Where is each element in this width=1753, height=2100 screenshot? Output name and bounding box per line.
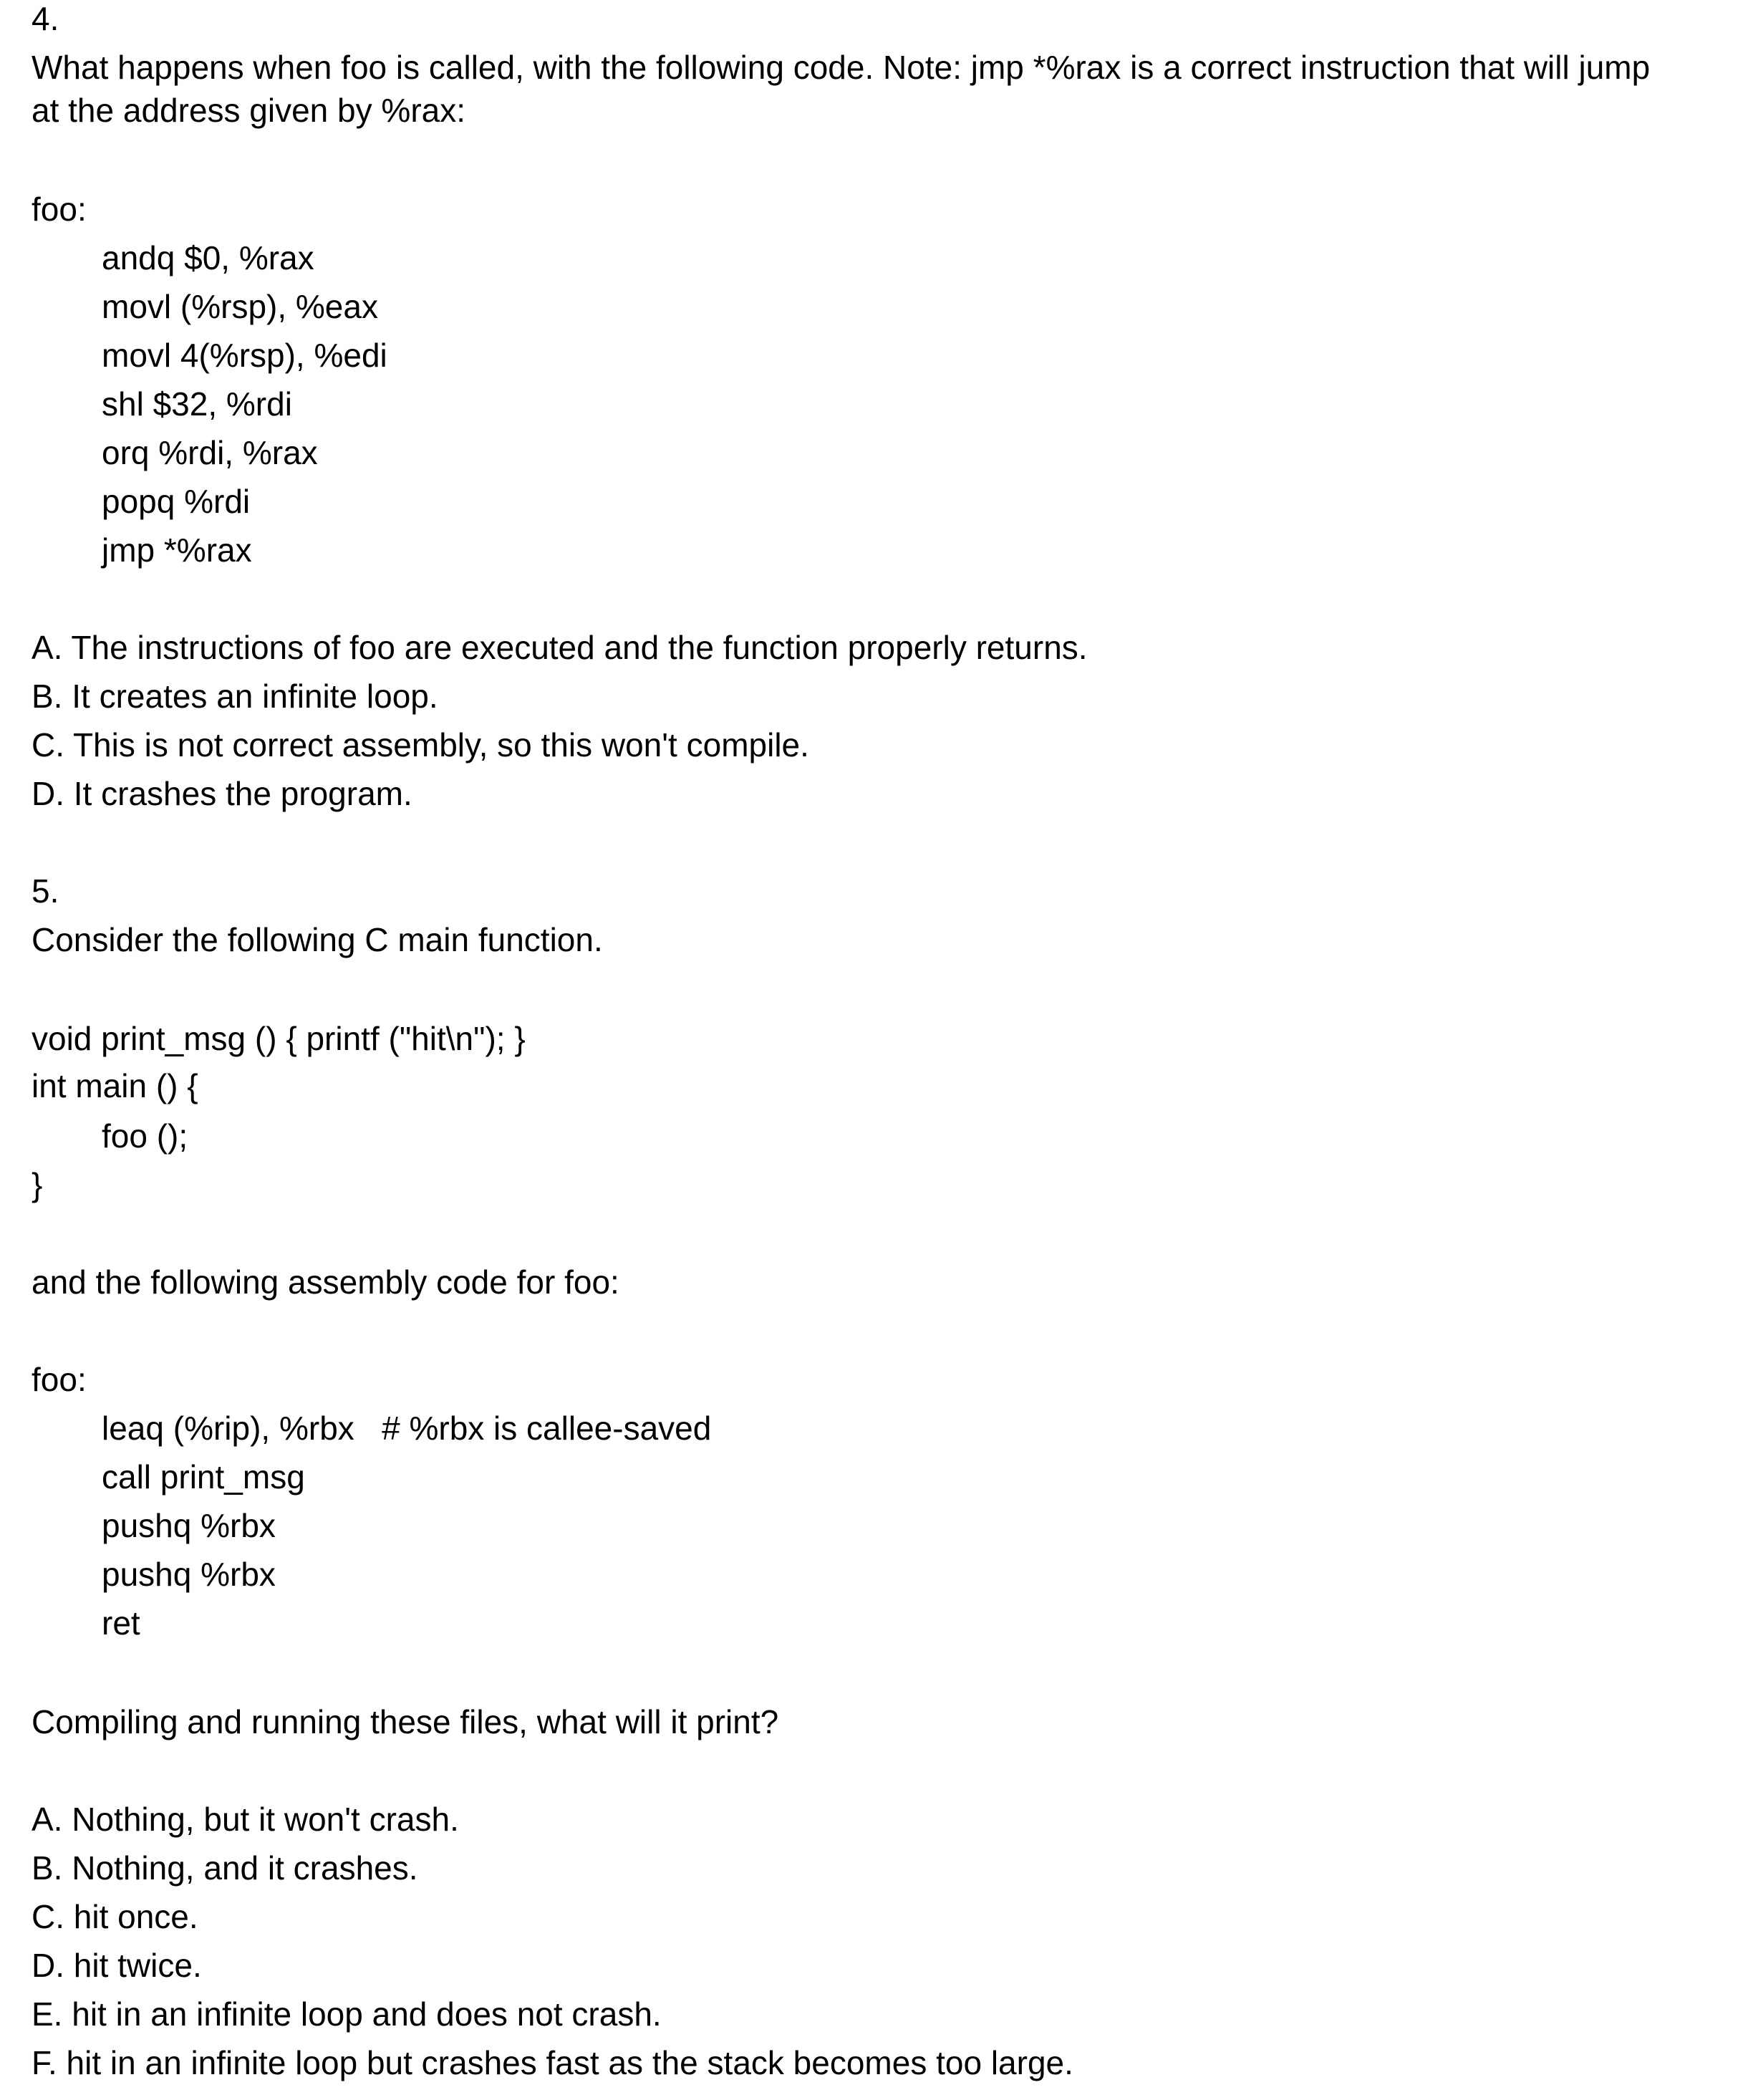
- q5-c-code-line: }: [32, 1166, 43, 1203]
- q5-asm-line: ret: [102, 1604, 140, 1642]
- q5-asm-line: call print_msg: [102, 1458, 305, 1495]
- q5-option-b: B. Nothing, and it crashes.: [32, 1849, 418, 1887]
- q5-asm-intro: and the following assembly code for foo:: [32, 1263, 619, 1301]
- q4-code-line: orq %rdi, %rax: [102, 434, 318, 471]
- q4-code-line: andq $0, %rax: [102, 239, 314, 276]
- q4-code-line: movl 4(%rsp), %edi: [102, 337, 387, 374]
- q5-c-code-line: int main () {: [32, 1067, 198, 1104]
- q4-option-b: B. It creates an infinite loop.: [32, 678, 438, 715]
- q4-code-line: jmp *%rax: [102, 531, 252, 569]
- q5-option-f: F. hit in an infinite loop but crashes fast as the stack becomes too large.: [32, 2044, 1073, 2081]
- q5-prompt: Consider the following C main function.: [32, 921, 603, 958]
- q4-prompt-line2: at the address given by %rax:: [32, 92, 465, 129]
- q5-option-d: D. hit twice.: [32, 1947, 202, 1984]
- q5-c-code-line: void print_msg () { printf ("hit\n"); }: [32, 1020, 526, 1057]
- q4-code-line: popq %rdi: [102, 483, 251, 520]
- q5-asm-line: pushq %rbx: [102, 1507, 276, 1544]
- q4-code-line: shl $32, %rdi: [102, 385, 292, 423]
- q4-number: 4.: [32, 0, 59, 37]
- q5-asm-line: pushq %rbx: [102, 1556, 276, 1593]
- q5-question: Compiling and running these files, what will it print?: [32, 1703, 779, 1740]
- q4-code-label: foo:: [32, 191, 87, 228]
- q5-c-code-line: foo ();: [102, 1117, 188, 1155]
- q5-asm-line: leaq (%rip), %rbx # %rbx is callee-saved: [102, 1410, 712, 1447]
- q5-option-e: E. hit in an infinite loop and does not crash.: [32, 1995, 662, 2033]
- q4-option-c: C. This is not correct assembly, so this won't compile.: [32, 726, 809, 764]
- q4-code-line: movl (%rsp), %eax: [102, 288, 378, 325]
- q5-number: 5.: [32, 872, 59, 910]
- q4-option-a: A. The instructions of foo are executed and the function properly returns.: [32, 629, 1088, 666]
- q5-option-a: A. Nothing, but it won't crash.: [32, 1801, 459, 1838]
- q4-option-d: D. It crashes the program.: [32, 775, 412, 812]
- q5-option-c: C. hit once.: [32, 1898, 198, 1935]
- q5-asm-label: foo:: [32, 1361, 87, 1398]
- q4-prompt-line1: What happens when foo is called, with the following code. Note: jmp *%rax is a correct instruction that will jump: [32, 49, 1651, 86]
